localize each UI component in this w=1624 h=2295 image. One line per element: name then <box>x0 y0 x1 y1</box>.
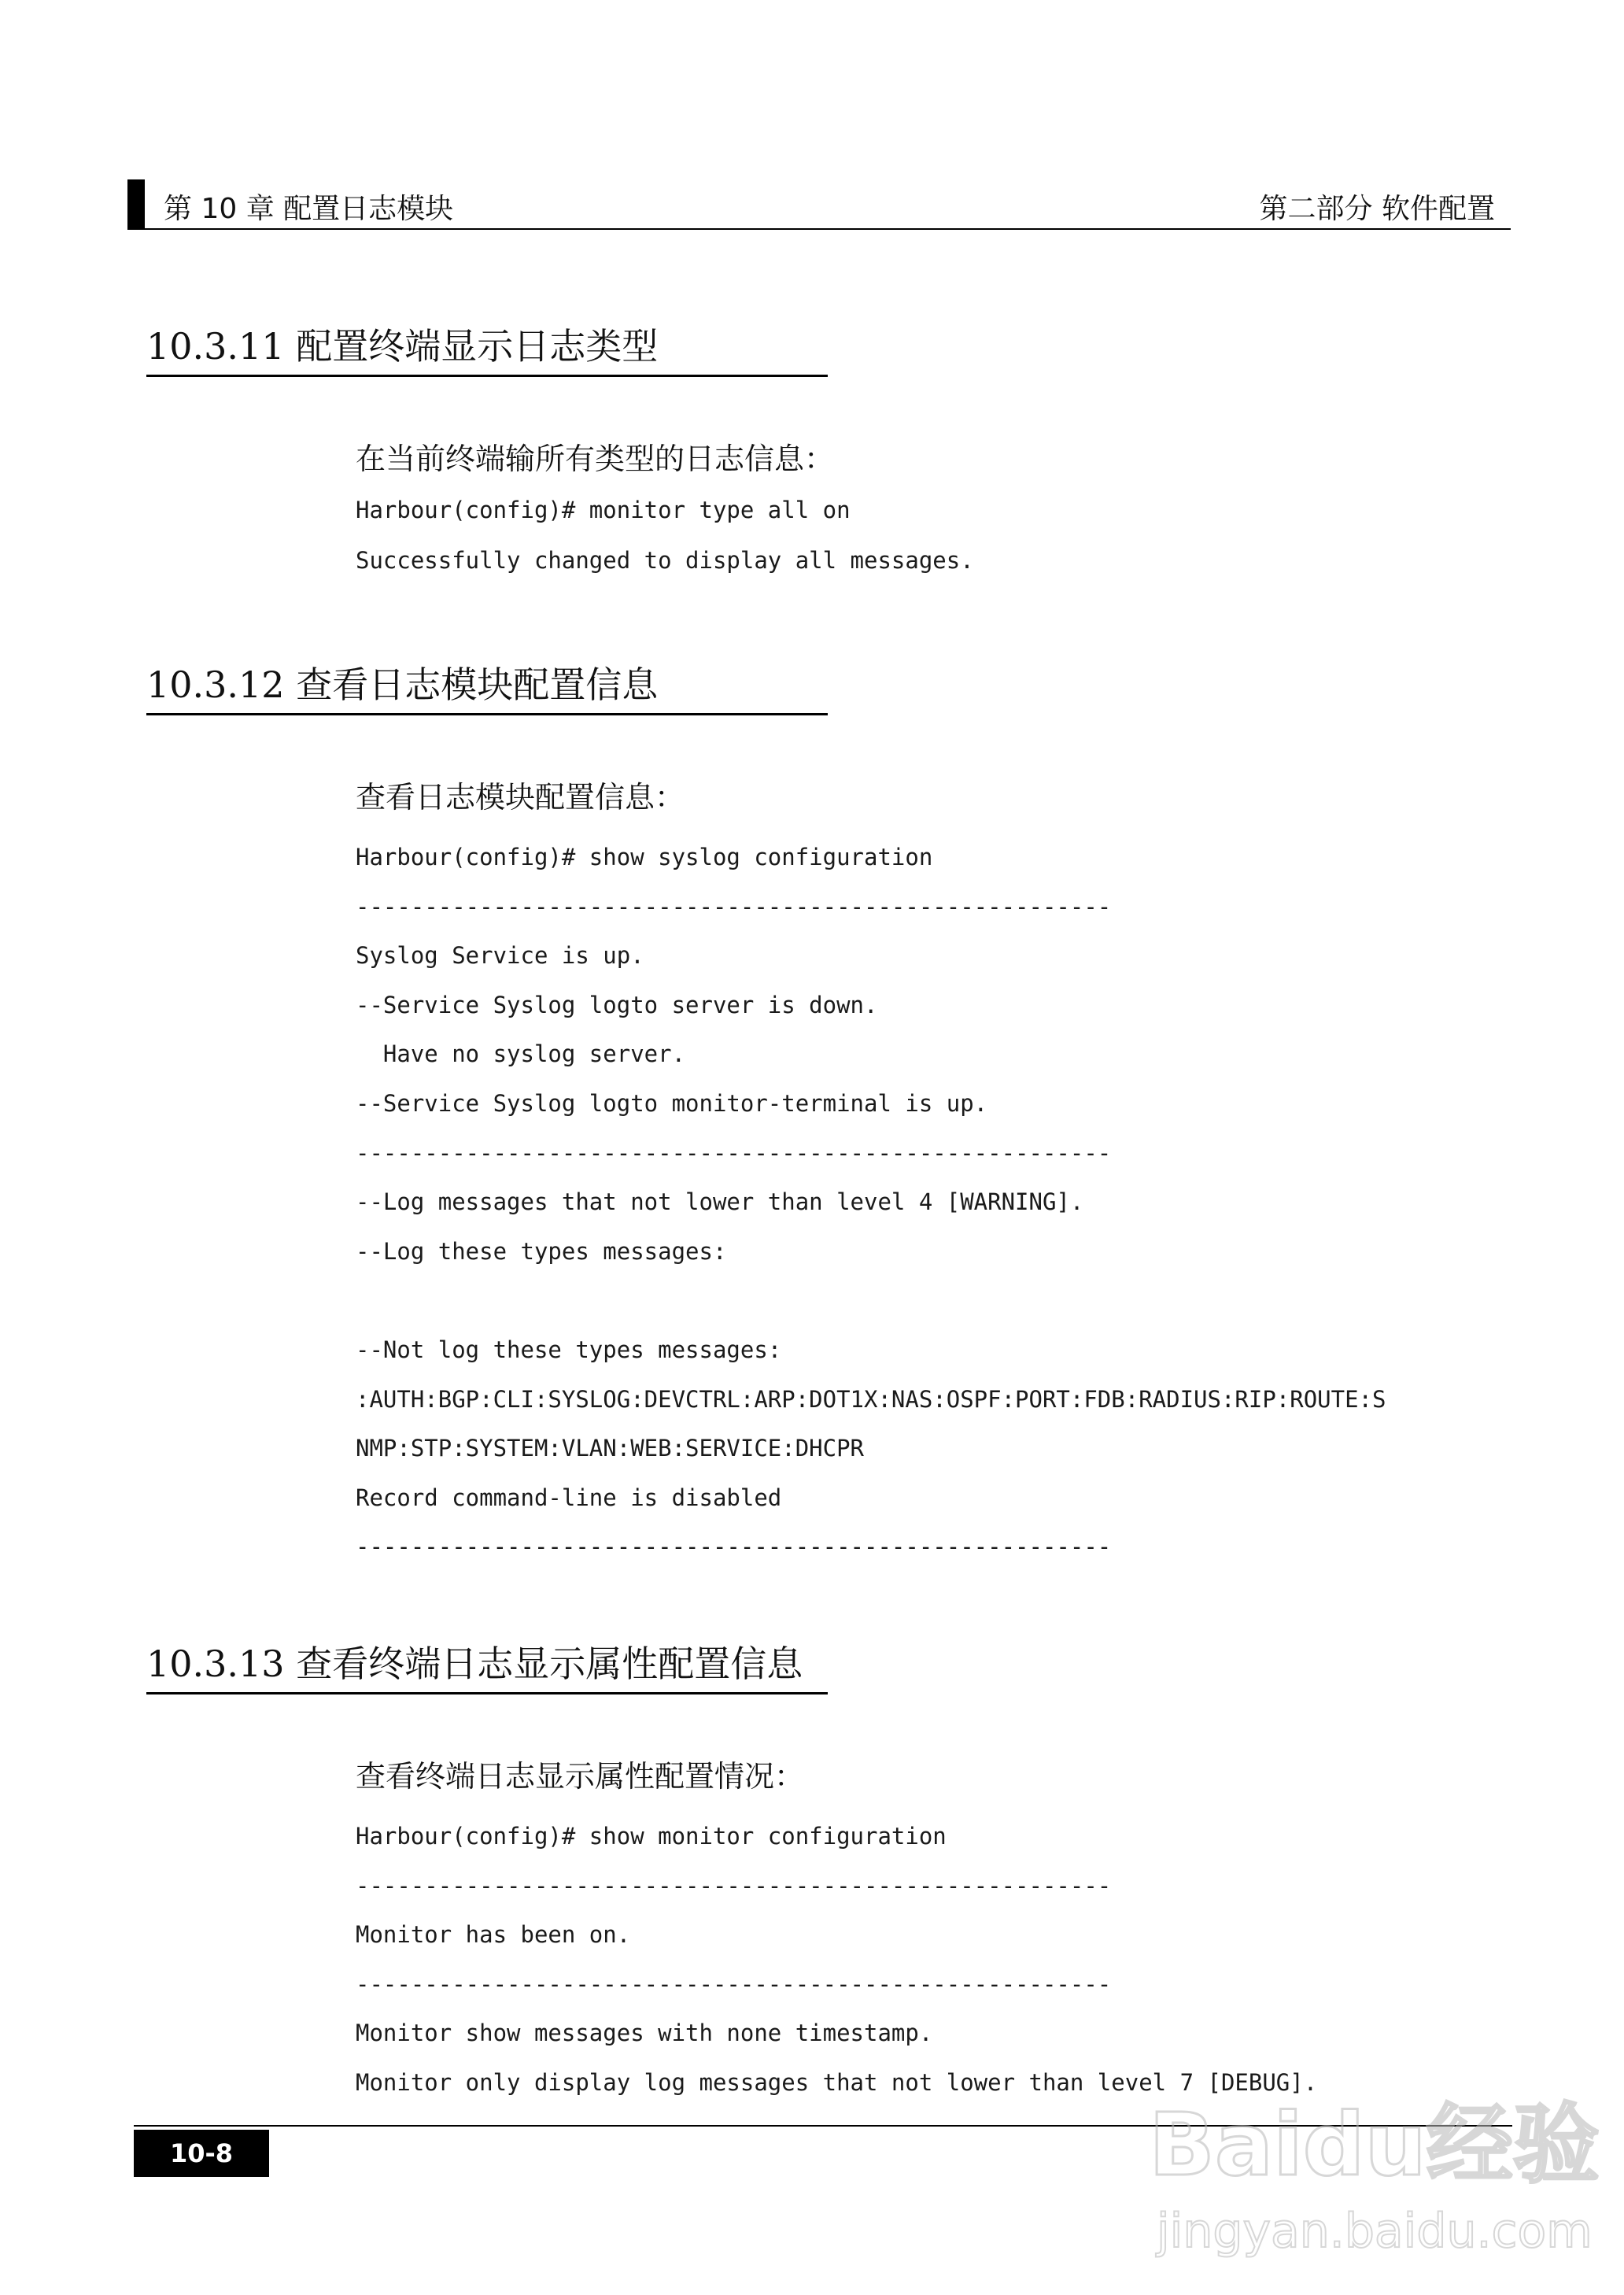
code-line: Successfully changed to display all messages. <box>356 547 974 574</box>
section-title-10-3-11: 10.3.11 配置终端显示日志类型 <box>146 325 659 368</box>
separator-line: ------------------------------------------------------- <box>356 1970 1112 1998</box>
section-intro: 在当前终端输所有类型的日志信息： <box>356 442 835 476</box>
code-line: Record command-line is disabled <box>356 1484 782 1511</box>
code-line: :AUTH:BGP:CLI:SYSLOG:DEVCTRL:ARP:DOT1X:NAS:OSPF:PORT:FDB:RADIUS:RIP:ROUTE:S <box>356 1385 1386 1413</box>
code-block-monitor-config <box>356 1812 1317 2108</box>
blank-line <box>356 1276 1386 1325</box>
code-block-syslog-config <box>356 833 1386 1572</box>
section-rule <box>146 713 828 715</box>
code-line: --Log messages that not lower than level 4 [WARNING]. <box>356 1188 1084 1216</box>
section-intro: 查看日志模块配置信息： <box>356 780 685 815</box>
code-block-monitor-type <box>356 494 974 576</box>
separator-line: ------------------------------------------------------- <box>356 1139 1112 1166</box>
watermark-url: jingyan.baidu.com <box>1157 2204 1593 2259</box>
code-line: Harbour(config)# show monitor configuration <box>356 1823 947 1850</box>
header-marker-bar <box>127 179 145 230</box>
code-line: --Service Syslog logto monitor-terminal is up. <box>356 1089 988 1117</box>
section-title-10-3-12: 10.3.12 查看日志模块配置信息 <box>146 663 659 706</box>
page-number: 10-8 <box>134 2130 269 2177</box>
separator-line: ------------------------------------------------------- <box>356 1533 1112 1561</box>
page-header <box>127 179 1511 230</box>
part-title: 第二部分 软件配置 <box>1259 193 1495 225</box>
section-rule <box>146 375 828 377</box>
header-rule <box>145 228 1511 230</box>
baidu-watermark <box>1149 2094 1600 2282</box>
code-line: Harbour(config)# monitor type all on <box>356 497 851 523</box>
code-line: --Not log these types messages: <box>356 1336 782 1363</box>
code-line: Have no syslog server. <box>356 1040 686 1068</box>
code-line: Monitor has been on. <box>356 1921 631 1949</box>
section-rule <box>146 1692 828 1694</box>
section-title-10-3-13: 10.3.13 查看终端日志显示属性配置信息 <box>146 1643 803 1685</box>
code-line: --Service Syslog logto server is down. <box>356 991 878 1018</box>
chapter-title: 第 10 章 配置日志模块 <box>164 193 454 225</box>
code-line: Syslog Service is up. <box>356 942 644 970</box>
code-line: NMP:STP:SYSTEM:VLAN:WEB:SERVICE:DHCPR <box>356 1435 865 1462</box>
code-line: Monitor only display log messages that not lower than level 7 [DEBUG]. <box>356 2068 1318 2096</box>
section-intro: 查看终端日志显示属性配置情况： <box>356 1759 805 1794</box>
code-line: Harbour(config)# show syslog configuration <box>356 844 933 870</box>
code-line: Monitor show messages with none timestamp. <box>356 2020 933 2047</box>
watermark-logo-text: Baidu经验 <box>1149 2094 1600 2195</box>
separator-line: ------------------------------------------------------- <box>356 893 1112 920</box>
code-line: --Log these types messages: <box>356 1237 727 1265</box>
separator-line: ------------------------------------------------------- <box>356 1872 1112 1899</box>
